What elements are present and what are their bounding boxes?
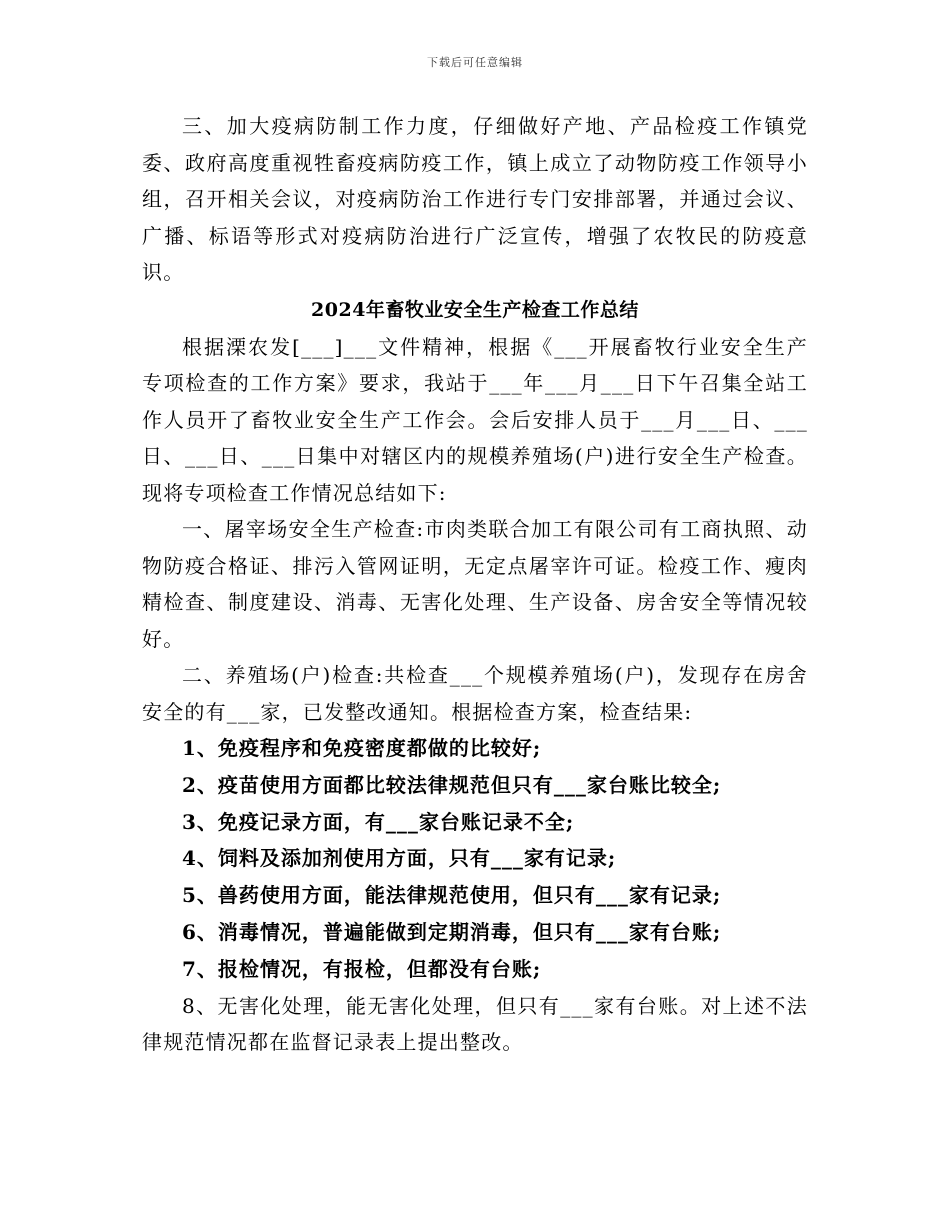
list-item: 4、饲料及添加剂使用方面，只有___家有记录; (182, 846, 617, 871)
paragraph-intro: 根据溧农发[___]___文件精神，根据《___开展畜牧行业安全生产专项检查的工作方案》要求，我站于___年___月___日下午召集全站工作人员开了畜牧业安全生产工作会。会后安排人员于___月___日、___日、___日、___日集中对辖区内的规模养殖场(户)进行安全生产检查。现将专项检查工作情况总结如下: (142, 334, 808, 505)
document-body (142, 108, 808, 1061)
page-header: 下载后可任意编辑 (427, 56, 523, 69)
list-item: 3、免疫记录方面，有___家台账记录不全; (182, 809, 575, 834)
list-item: 5、兽药使用方面，能法律规范使用，但只有___家有记录; (182, 883, 722, 908)
paragraph-closing: 8、无害化处理，能无害化处理，但只有___家有台账。对上述不法律规范情况都在监督记录表上提出整改。 (142, 993, 808, 1055)
document-title: 2024年畜牧业安全生产检查工作总结 (311, 298, 639, 321)
paragraph-farm-check: 二、养殖场(户)检查:共检查___个规模养殖场(户)，发现存在房舍安全的有___家，已发整改通知。根据检查方案，检查结果: (142, 663, 808, 724)
paragraph-slaughterhouse-check: 一、屠宰场安全生产检查:市肉类联合加工有限公司有工商执照、动物防疫合格证、排污入管网证明，无定点屠宰许可证。检疫工作、瘦肉精检查、制度建设、消毒、无害化处理、生产设备、房舍安全等情况较好。 (142, 517, 808, 651)
list-item: 7、报检情况，有报检，但都没有台账; (182, 956, 542, 981)
paragraph-epidemic-prevention: 三、加大疫病防制工作力度，仔细做好产地、产品检疫工作镇党委、政府高度重视牲畜疫病防疫工作，镇上成立了动物防疫工作领导小组，召开相关会议，对疫病防治工作进行专门安排部署，并通过会议、广播、标语等形式对疫病防治进行广泛宣传，增强了农牧民的防疫意识。 (142, 114, 808, 284)
list-item: 2、疫苗使用方面都比较法律规范但只有___家台账比较全; (182, 772, 722, 797)
list-item: 6、消毒情况，普遍能做到定期消毒，但只有___家有台账; (182, 919, 722, 944)
list-item: 1、免疫程序和免疫密度都做的比较好; (182, 736, 542, 760)
